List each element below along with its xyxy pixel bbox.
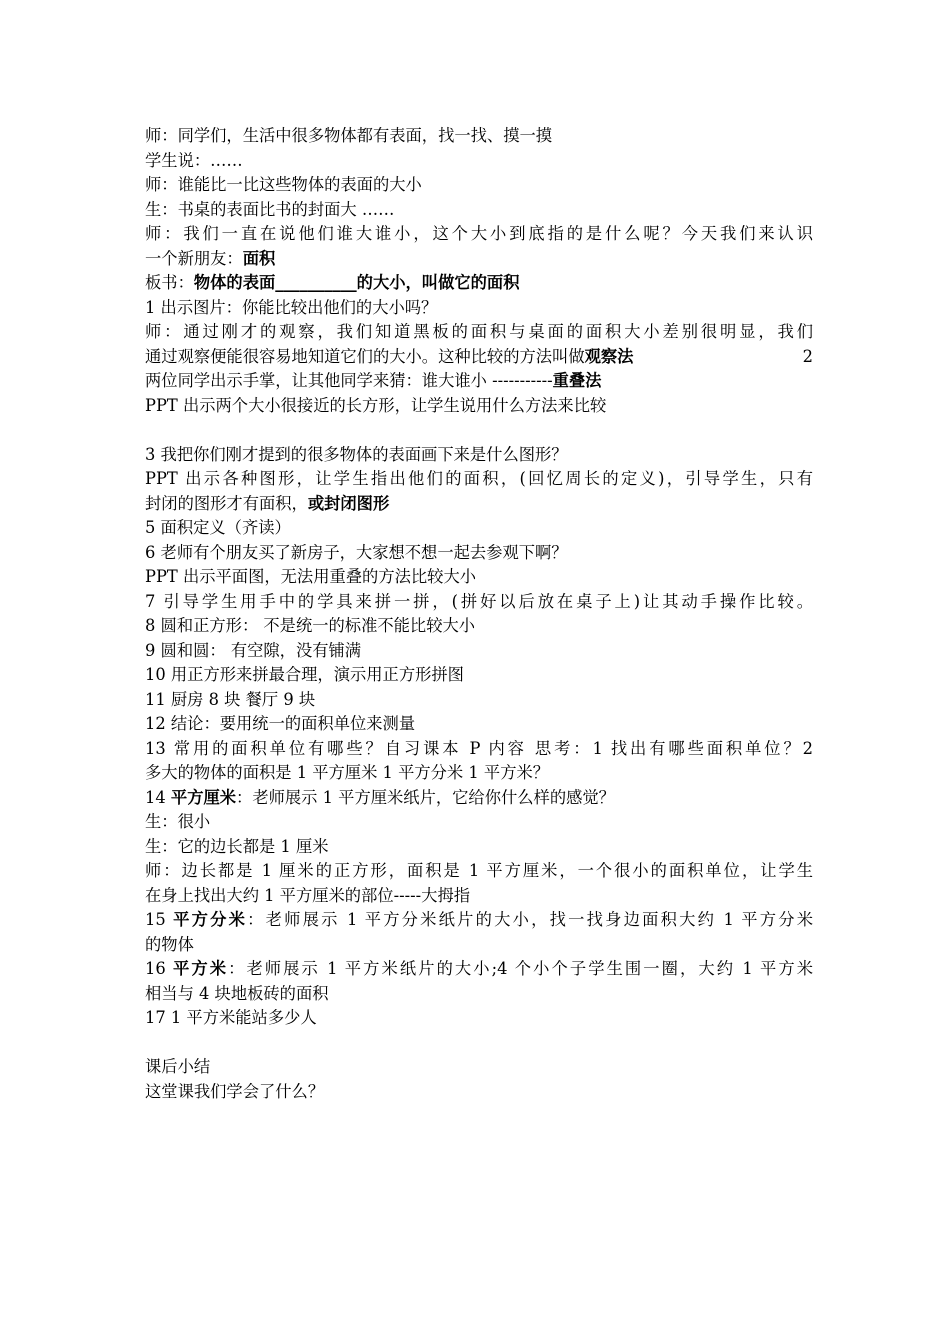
- text-line: 学生说：……: [145, 150, 243, 170]
- bold-term-sq-m: 平方米: [172, 959, 229, 978]
- text-line: 生：它的边长都是 1 厘米: [145, 836, 329, 856]
- text-line: 7 引导学生用手中的学具来拼一拼，(拼好以后放在桌子上)让其动手操作比较。: [145, 591, 813, 611]
- text-line: 11 厨房 8 块 餐厅 9 块: [145, 689, 316, 709]
- text-line: 生：很小: [145, 812, 211, 831]
- blackboard-definition: 物体的表面__________的大小，叫做它的面积: [193, 273, 520, 292]
- text-line: [145, 345, 813, 370]
- bold-term-area: 面积: [242, 248, 276, 268]
- text-span: ：老师展示 1 平方厘米纸片，它给你什么样的感觉？: [236, 787, 615, 807]
- text-span: ：老师展示 1 平方米纸片的大小;4 个小个子学生围一圈，大约 1 平方米: [228, 959, 813, 978]
- text-line: 5 面积定义（齐读）: [145, 518, 291, 537]
- bold-term-closed-shape: 或封闭图形: [307, 493, 390, 513]
- text-line: 17 1 平方米能站多少人: [145, 1008, 317, 1027]
- bold-term-sq-dm: 平方分米: [173, 910, 248, 929]
- text-line: [145, 908, 813, 933]
- text-line: 师：通过刚才的观察，我们知道黑板的面积与桌面的面积大小差别很明显，我们: [145, 322, 813, 341]
- text-line: 12 结论：要用统一的面积单位来测量: [145, 714, 416, 733]
- blank-line: [145, 418, 813, 443]
- text-span: ：老师展示 1 平方分米纸片的大小，找一找身边面积大约 1 平方分米: [247, 910, 813, 929]
- text-span: 封闭的图形才有面积，: [145, 493, 308, 513]
- text-span: 两位同学出示手掌，让其他同学来猜：谁大谁小 -----------: [145, 371, 553, 390]
- text-line: PPT 出示平面图，无法用重叠的方法比较大小: [145, 567, 477, 586]
- text-line: PPT 出示两个大小很接近的长方形，让学生说用什么方法来比较: [145, 395, 607, 415]
- text-span: 通过观察便能很容易地知道它们的大小。这种比较的方法叫做: [145, 346, 585, 366]
- blank-line: [145, 1031, 813, 1056]
- text-line: 的物体: [145, 934, 194, 954]
- bold-term-overlap: 重叠法: [552, 371, 602, 390]
- text-line: 师：我们一直在说他们谁大谁小，这个大小到底指的是什么呢？今天我们来认识: [145, 224, 813, 243]
- text-line: 1 出示图片：你能比较出他们的大小吗？: [145, 297, 438, 317]
- text-line: [145, 247, 813, 272]
- text-span: 14: [145, 787, 171, 807]
- text-line: 师：谁能比一比这些物体的表面的大小: [145, 175, 422, 194]
- text-line: 8 圆和正方形： 不是统一的标准不能比较大小: [145, 616, 476, 635]
- text-line: 10 用正方形来拼最合理，演示用正方形拼图: [145, 665, 464, 684]
- document-body: [145, 124, 813, 1104]
- text-span: 板书：: [145, 273, 194, 292]
- text-line: 6 老师有个朋友买了新房子，大家想不想一起去参观下啊？: [145, 542, 568, 562]
- text-span: 15: [145, 910, 174, 929]
- section-heading: 课后小结: [145, 1057, 211, 1076]
- text-line: 9 圆和圆： 有空隙，没有铺满: [145, 640, 362, 660]
- text-line: 师：边长都是 1 厘米的正方形，面积是 1 平方厘米，一个很小的面积单位，让学生: [145, 861, 813, 880]
- text-line: 相当与 4 块地板砖的面积: [145, 983, 329, 1003]
- item-number: 2: [802, 346, 813, 366]
- text-line: 13 常用的面积单位有哪些？自习课本 P 内容 思考：1 找出有哪些面积单位？2: [145, 738, 813, 758]
- text-line: 多大的物体的面积是 1 平方厘米 1 平方分米 1 平方米？: [145, 763, 550, 782]
- text-line: 这堂课我们学会了什么？: [145, 1081, 325, 1101]
- text-span: 一个新朋友：: [145, 248, 243, 268]
- text-line: [145, 786, 813, 811]
- text-line: 在身上找出大约 1 平方厘米的部位-----大拇指: [145, 885, 470, 905]
- blackboard-line: [145, 271, 813, 296]
- bold-term-sq-cm: 平方厘米: [170, 787, 237, 807]
- bold-term-observation: 观察法: [584, 346, 634, 366]
- text-line: [145, 957, 813, 982]
- text-line: [145, 369, 813, 394]
- text-line: 3 我把你们刚才提到的很多物体的表面画下来是什么图形？: [145, 444, 568, 464]
- text-span: [145, 345, 633, 370]
- text-line: PPT 出示各种图形，让学生指出他们的面积，(回忆周长的定义)，引导学生，只有: [145, 469, 813, 488]
- text-line: 生：书桌的表面比书的封面大 ……: [145, 199, 395, 219]
- text-span: 16: [145, 959, 173, 978]
- text-line: [145, 492, 813, 517]
- text-line: 师：同学们，生活中很多物体都有表面，找一找、摸一摸: [145, 126, 553, 145]
